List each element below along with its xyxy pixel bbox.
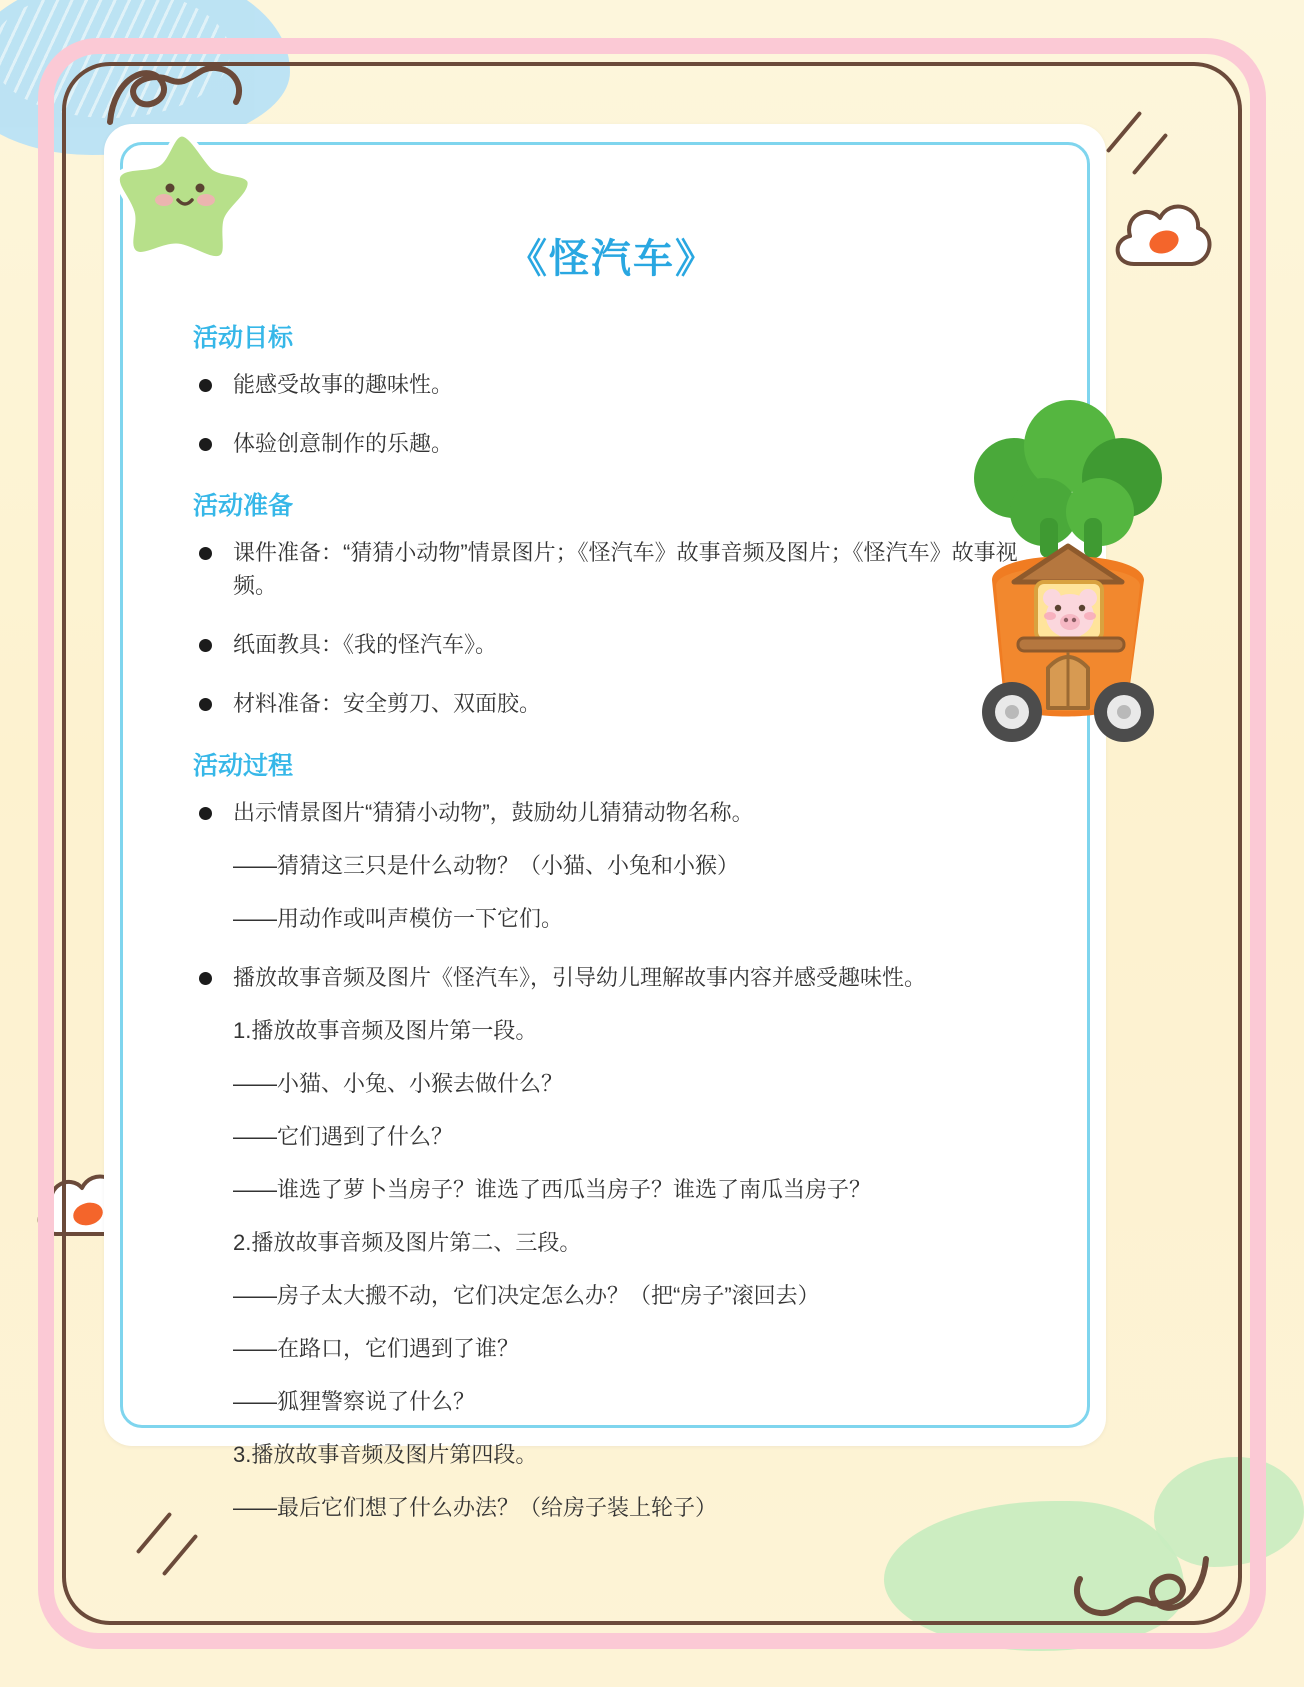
list-item — [189, 427, 1035, 460]
list-item — [189, 536, 1035, 602]
list-item-text: 出示情景图片“猜猜小动物”，鼓励幼儿猜猜动物名称。 — [233, 800, 754, 825]
page-title: 《怪汽车》 — [507, 237, 717, 281]
wheel-left-icon — [982, 682, 1042, 742]
star-sticker-icon — [114, 128, 254, 260]
list-item-subtext: ——小猫、小兔、小猴去做什么？ — [233, 1071, 564, 1096]
list-item-subtext: ——猜猜这三只是什么动物？（小猫、小兔和小猴） — [233, 853, 740, 878]
list-item-subtext: ——在路口，它们遇到了谁？ — [233, 1336, 520, 1361]
list-item-text: 能感受故事的趣味性。 — [233, 372, 454, 397]
carrot-leaves-icon — [974, 400, 1162, 558]
process-list — [189, 796, 1035, 1524]
wheel-right-icon — [1094, 682, 1154, 742]
list-item-subtext: ——用动作或叫声模仿一下它们。 — [233, 906, 564, 931]
preparation-list — [189, 536, 1035, 720]
card-content-area — [120, 142, 1090, 1520]
list-item-subtext: ——它们遇到了什么？ — [233, 1124, 454, 1149]
list-item — [189, 961, 1035, 1524]
list-item-text: 体验创意制作的乐趣。 — [233, 431, 454, 456]
list-item-subtext: 1.播放故事音频及图片第一段。 — [233, 1018, 538, 1043]
lesson-plan-card — [104, 124, 1106, 1520]
list-item-text: 播放故事音频及图片《怪汽车》，引导幼儿理解故事内容并感受趣味性。 — [233, 965, 927, 990]
goals-list — [189, 368, 1035, 460]
list-item-subtext: 3.播放故事音频及图片第四段。 — [233, 1442, 538, 1467]
list-item — [189, 368, 1035, 401]
corner-dash-bottom-left-1 — [162, 1534, 198, 1576]
list-item-subtext: ——房子太大搬不动，它们决定怎么办？（把“房子”滚回去） — [233, 1283, 820, 1308]
list-item — [189, 687, 1035, 720]
list-item-subtext: 2.播放故事音频及图片第二、三段。 — [233, 1230, 582, 1255]
list-item-text: 课件准备：“猜猜小动物”情景图片；《怪汽车》故事音频及图片；《怪汽车》故事视频。 — [233, 540, 1018, 598]
list-item — [189, 796, 1035, 935]
corner-dash-top-right-2 — [1132, 133, 1168, 175]
list-item-text: 材料准备：安全剪刀、双面胶。 — [233, 691, 542, 716]
list-item-text: 纸面教具：《我的怪汽车》。 — [233, 632, 498, 657]
list-item-subtext: ——谁选了萝卜当房子？谁选了西瓜当房子？谁选了南瓜当房子？ — [233, 1177, 872, 1202]
list-item-subtext: ——最后它们想了什么办法？（给房子装上轮子） — [233, 1495, 718, 1520]
section-heading-goals: 活动目标 — [193, 324, 294, 352]
corner-dash-top-right-1 — [1106, 111, 1142, 153]
section-heading-preparation: 活动准备 — [193, 492, 294, 520]
carrot-car-illustration — [952, 400, 1182, 760]
list-item-subtext: ——狐狸警察说了什么？ — [233, 1389, 476, 1414]
corner-dash-bottom-left-2 — [136, 1512, 172, 1554]
list-item — [189, 628, 1035, 661]
section-heading-process: 活动过程 — [193, 752, 294, 780]
